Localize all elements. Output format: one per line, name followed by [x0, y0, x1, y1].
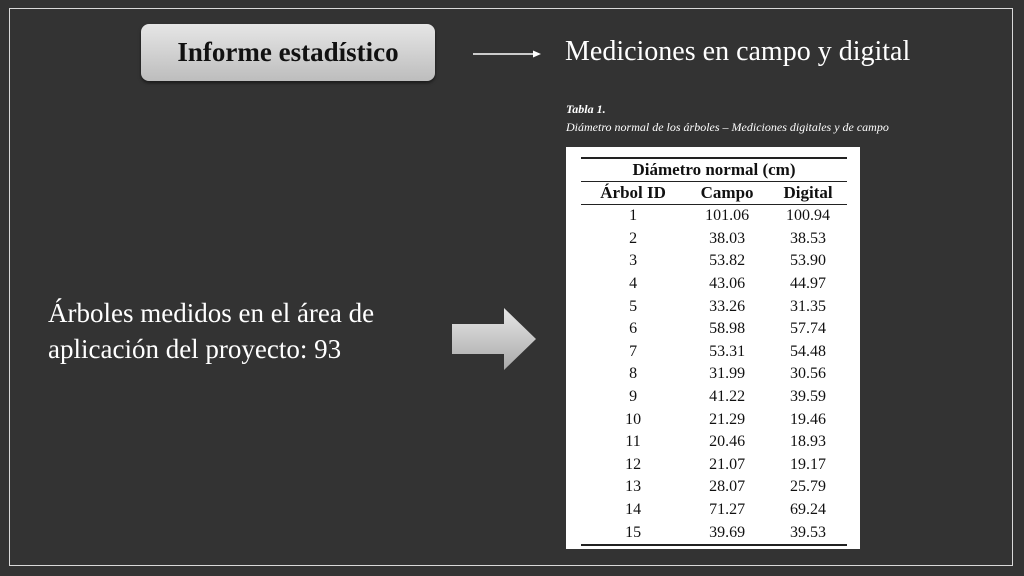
table-row [581, 476, 847, 499]
cell-field: 71.27 [709, 501, 746, 519]
cell-tree-id: 2 [629, 229, 638, 247]
report-button[interactable] [141, 24, 435, 81]
table-row [581, 341, 847, 364]
cell-field: 39.69 [685, 521, 769, 545]
cell-field: 20.46 [709, 433, 746, 451]
cell-digital: 19.17 [790, 455, 827, 473]
cell-tree-id: 5 [629, 297, 638, 315]
cell-tree-id: 3 [629, 252, 638, 270]
cell-digital: 38.53 [790, 229, 827, 247]
table-row [581, 363, 847, 386]
cell-digital: 100.94 [786, 207, 831, 225]
column-header-tree-id: Árbol ID [581, 182, 685, 205]
cell-field: 101.06 [705, 207, 750, 225]
table-group-header: Diámetro normal (cm) [581, 158, 847, 182]
cell-field: 33.26 [709, 297, 746, 315]
page-title: Mediciones en campo y digital [565, 36, 911, 67]
cell-field: 21.29 [709, 410, 746, 428]
cell-digital: 25.79 [790, 478, 827, 496]
cell-tree-id: 1 [629, 207, 638, 225]
data-table-panel [566, 147, 860, 549]
cell-tree-id: 6 [629, 320, 638, 338]
table-caption: Diámetro normal de los árboles – Mediciones digitales y de campo [566, 120, 889, 134]
table-row [581, 521, 847, 545]
cell-field: 58.98 [709, 320, 746, 338]
table-row [581, 205, 847, 228]
cell-digital: 18.93 [790, 433, 827, 451]
cell-field: 38.03 [709, 229, 746, 247]
table-row [581, 318, 847, 341]
table-row [581, 408, 847, 431]
slide-frame [9, 8, 1013, 566]
cell-field: 53.31 [709, 342, 746, 360]
cell-tree-id: 13 [625, 478, 642, 496]
cell-field: 28.07 [709, 478, 746, 496]
cell-field: 21.07 [709, 455, 746, 473]
table-row [581, 273, 847, 296]
trees-measured-summary: Árboles medidos en el área de aplicación del proyecto: 93 [48, 298, 375, 364]
cell-field: 31.99 [709, 365, 746, 383]
data-table [581, 157, 847, 546]
table-row [581, 499, 847, 522]
cell-tree-id: 14 [625, 501, 642, 519]
cell-tree-id: 4 [629, 275, 638, 293]
table-body [581, 205, 847, 545]
cell-digital: 39.59 [790, 388, 827, 406]
cell-digital: 53.90 [790, 252, 827, 270]
table-row [581, 250, 847, 273]
table-row [581, 431, 847, 454]
cell-tree-id: 11 [625, 433, 641, 451]
cell-digital: 54.48 [790, 342, 827, 360]
cell-digital: 39.53 [769, 521, 847, 545]
cell-tree-id: 15 [581, 521, 685, 545]
table-row [581, 386, 847, 409]
cell-digital: 57.74 [790, 320, 827, 338]
cell-tree-id: 12 [625, 455, 642, 473]
cell-tree-id: 8 [629, 365, 638, 383]
cell-tree-id: 7 [629, 342, 638, 360]
cell-field: 43.06 [709, 275, 746, 293]
cell-digital: 19.46 [790, 410, 827, 428]
table-row [581, 228, 847, 251]
cell-field: 53.82 [709, 252, 746, 270]
table-row [581, 295, 847, 318]
cell-tree-id: 10 [625, 410, 642, 428]
table-number: Tabla 1. [566, 102, 606, 116]
cell-digital: 31.35 [790, 297, 827, 315]
cell-digital: 44.97 [790, 275, 827, 293]
cell-digital: 30.56 [790, 365, 827, 383]
table-row [581, 454, 847, 477]
cell-digital: 69.24 [790, 501, 827, 519]
cell-tree-id: 9 [629, 388, 638, 406]
report-button-label: Informe estadístico [177, 37, 399, 67]
cell-field: 41.22 [709, 388, 746, 406]
arrow-right-line-icon [473, 48, 541, 60]
column-header-field: Campo [685, 182, 769, 205]
column-header-digital: Digital [769, 182, 847, 205]
block-arrow-right-icon [452, 308, 536, 370]
